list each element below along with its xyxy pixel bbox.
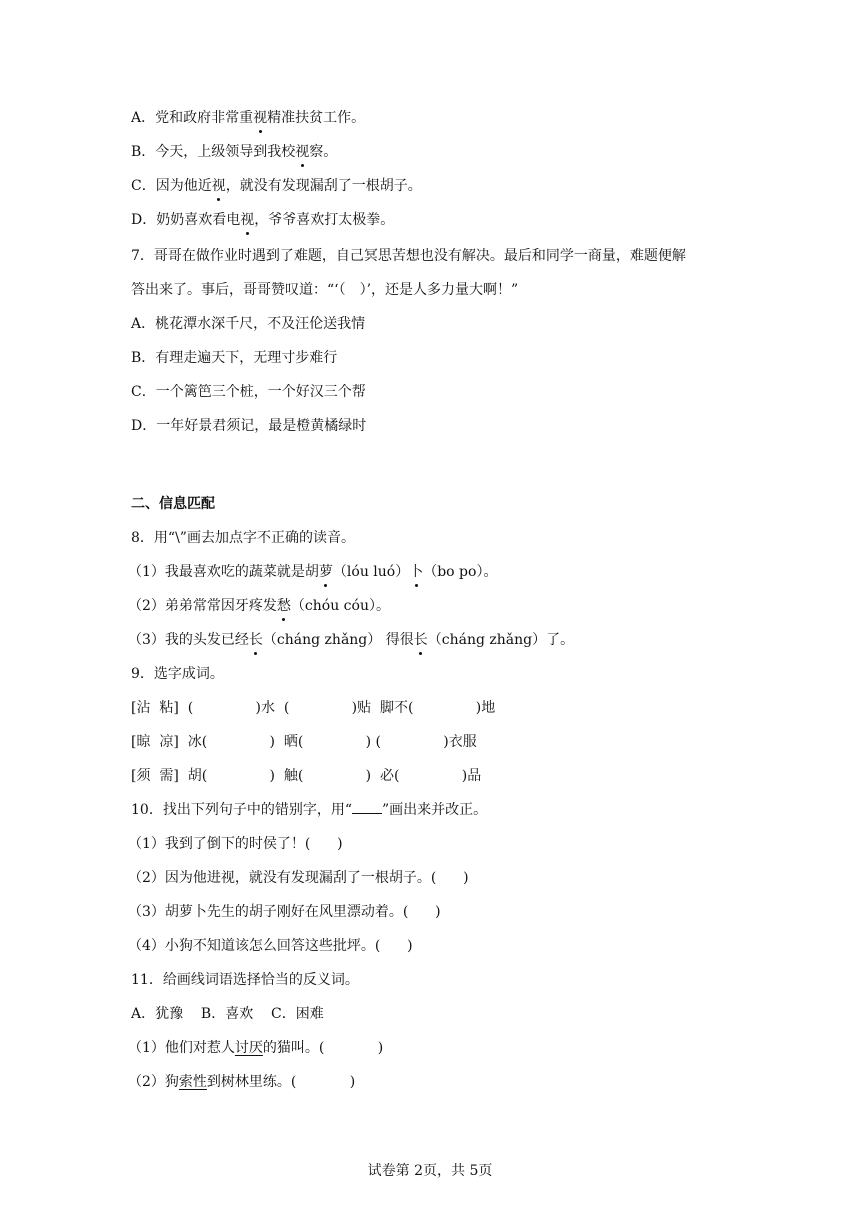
q8-stem: 8．用“\”画去加点字不正确的读音。 <box>131 530 355 546</box>
q11-sentence-1: （1）他们对惹人讨厌的猫叫。( ) <box>128 1040 384 1056</box>
page-footer: 试卷第 2页，共 5页 <box>367 1163 493 1179</box>
q9-row-3: [须 需] 胡( ) 触( ) 必( )品 <box>131 768 482 784</box>
q7-option-a: A．桃花潭水深千尺，不及汪伦送我情 <box>131 316 366 332</box>
q6-option-a: A．党和政府非常重视精准扶贫工作。 <box>131 110 366 126</box>
q9-stem: 9．选字成词。 <box>131 666 224 682</box>
q8-sentence-2: （2）弟弟常常因牙疼发愁（chóu cóu）。 <box>128 598 390 614</box>
underlined-word: 讨厌 <box>234 1040 263 1056</box>
q6-option-c: C．因为他近视，就没有发现漏刮了一根胡子。 <box>131 178 422 194</box>
q8-sentence-1: （1）我最喜欢吃的蔬菜就是胡萝（lóu luó）卜（bo po）。 <box>128 564 498 580</box>
dotted-char: 愁 <box>276 598 291 614</box>
dotted-char: 长 <box>248 632 263 648</box>
q11-sentence-2: （2）狗索性到树林里练。( ) <box>128 1074 356 1090</box>
dotted-char: 视 <box>253 110 268 126</box>
q7-option-c: C．一个篱笆三个桩，一个好汉三个帮 <box>131 384 366 400</box>
q8-sentence-3: （3）我的头发已经长（cháng zhǎng） 得很长（cháng zhǎng）了。 <box>128 632 575 648</box>
section-title: 二、信息匹配 <box>131 496 215 512</box>
q10-sentence-1: （1）我到了倒下的时侯了！( ) <box>128 836 343 852</box>
q9-row-2: [晾 凉] 冰( ) 晒( ) ( )衣服 <box>131 734 477 750</box>
q10-sentence-2: （2）因为他进视，就没有发现漏刮了一根胡子。( ) <box>128 870 469 886</box>
dotted-char: 视 <box>211 178 226 194</box>
dotted-char: 长 <box>413 632 428 648</box>
underline-blank <box>352 801 382 814</box>
q7-stem-line-2: 答出来了。事后，哥哥赞叹道：“‘（ ）’，还是人多力量大啊！” <box>131 282 519 298</box>
q10-sentence-3: （3）胡萝卜先生的胡子刚好在风里漂动着。( ) <box>128 904 441 920</box>
q7-stem-line-1: 7．哥哥在做作业时遇到了难题，自己冥思苦想也没有解决。最后和同学一商量，难题便解 <box>131 248 686 264</box>
q11-stem: 11．给画线词语选择恰当的反义词。 <box>131 972 359 988</box>
q10-stem: 10．找出下列句子中的错别字，用“ ”画出来并改正。 <box>131 802 488 818</box>
q11-options: A．犹豫 B．喜欢 C．困难 <box>131 1006 324 1022</box>
q7-option-d: D．一年好景君须记，最是橙黄橘绿时 <box>131 418 367 434</box>
underlined-word: 索性 <box>178 1074 207 1090</box>
q10-sentence-4: （4）小狗不知道该怎么回答这些批坪。( ) <box>128 938 413 954</box>
q7-option-b: B．有理走遍天下，无理寸步难行 <box>131 350 338 366</box>
q6-option-b: B．今天，上级领导到我校视察。 <box>131 144 338 160</box>
dotted-char: 萝 <box>318 564 333 580</box>
dotted-char: 视 <box>295 144 310 160</box>
q6-option-d: D．奶奶喜欢看电视，爷爷喜欢打太极拳。 <box>131 212 395 228</box>
dotted-char: 视 <box>240 212 255 228</box>
q9-row-1: [沾 粘] ( )水 ( )贴 脚不( )地 <box>131 700 496 716</box>
dotted-char: 卜 <box>409 564 424 580</box>
